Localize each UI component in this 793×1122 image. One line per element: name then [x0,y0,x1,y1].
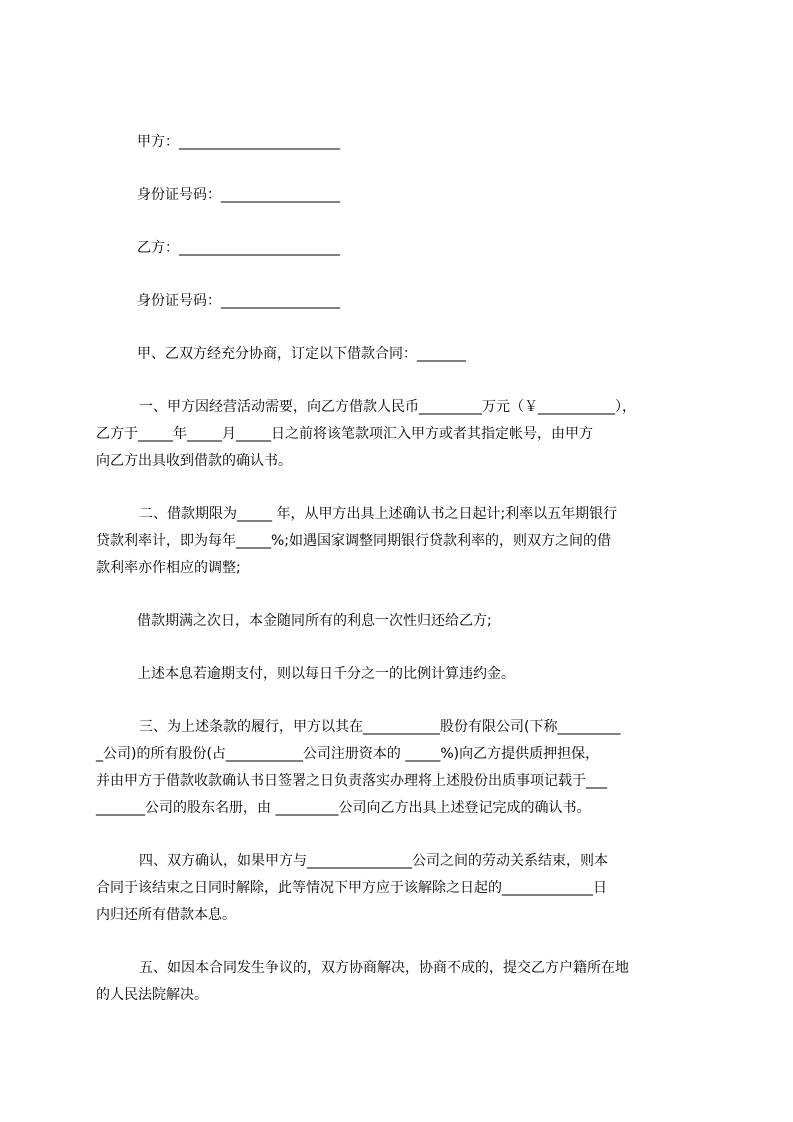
clause5-line-1: 五、如因本合同发生争议的，双方协商解决，协商不成的，提交乙方户籍所在地 [139,960,629,976]
clause5-line-2: 的人民法院解决。 [96,987,208,1003]
intro-line: 甲、乙双方经充分协商，订定以下借款合同：_______ [137,346,466,362]
repayment-paragraph: 借款期满之次日，本金随同所有的利息一次性归还给乙方; [137,613,492,629]
clause3-line-1: 三、为上述条款的履行，甲方以其在___________股份有限公司(下称_________ [139,719,621,735]
clause1-line-2: 乙方于_____年_____月_____日之前将该笔款项汇入甲方或者其指定帐号，由甲方 [96,426,593,442]
clause3-line-2: _公司)的所有股份(占___________公司注册资本的 _____%)向乙方提供质押担保， [96,746,600,762]
clause3-line-3: 并由甲方于借款收款确认书日签署之日负责落实办理将上述股份出质事项记载于___ [96,773,607,789]
clause3-line-4: _______公司的股东名册，由 _________公司向乙方出具上述登记完成的确认书。 [96,800,591,816]
party-a-id-line: 身份证号码：_________________ [137,187,340,203]
penalty-paragraph: 上述本息若逾期支付，则以每日千分之一的比例计算违约金。 [137,666,515,682]
clause2-line-3: 款利率亦作相应的调整; [96,560,241,576]
party-b-line: 乙方：_______________________ [137,240,340,256]
clause2-line-2: 贷款利率计，即为每年_____%;如遇国家调整同期银行贷款利率的，则双方之间的借 [96,533,612,549]
clause1-line-1: 一、甲方因经营活动需要，向乙方借款人民币_________万元（￥___________）， [139,399,636,415]
clause2-line-1: 二、借款期限为_____ 年，从甲方出具上述确认书之日起计;利率以五年期银行 [139,506,618,522]
party-a-line: 甲方：_______________________ [137,134,340,150]
clause1-line-3: 向乙方出具收到借款的确认书。 [96,453,292,469]
clause4-line-2: 合同于该结束之日同时解除，此等情况下甲方应于该解除之日起的_____________日 [96,880,607,896]
clause4-line-3: 内归还所有借款本息。 [96,907,236,923]
clause4-line-1: 四、双方确认，如果甲方与_______________公司之间的劳动关系结束，则本 [139,853,608,869]
party-b-id-line: 身份证号码：_________________ [137,293,340,309]
